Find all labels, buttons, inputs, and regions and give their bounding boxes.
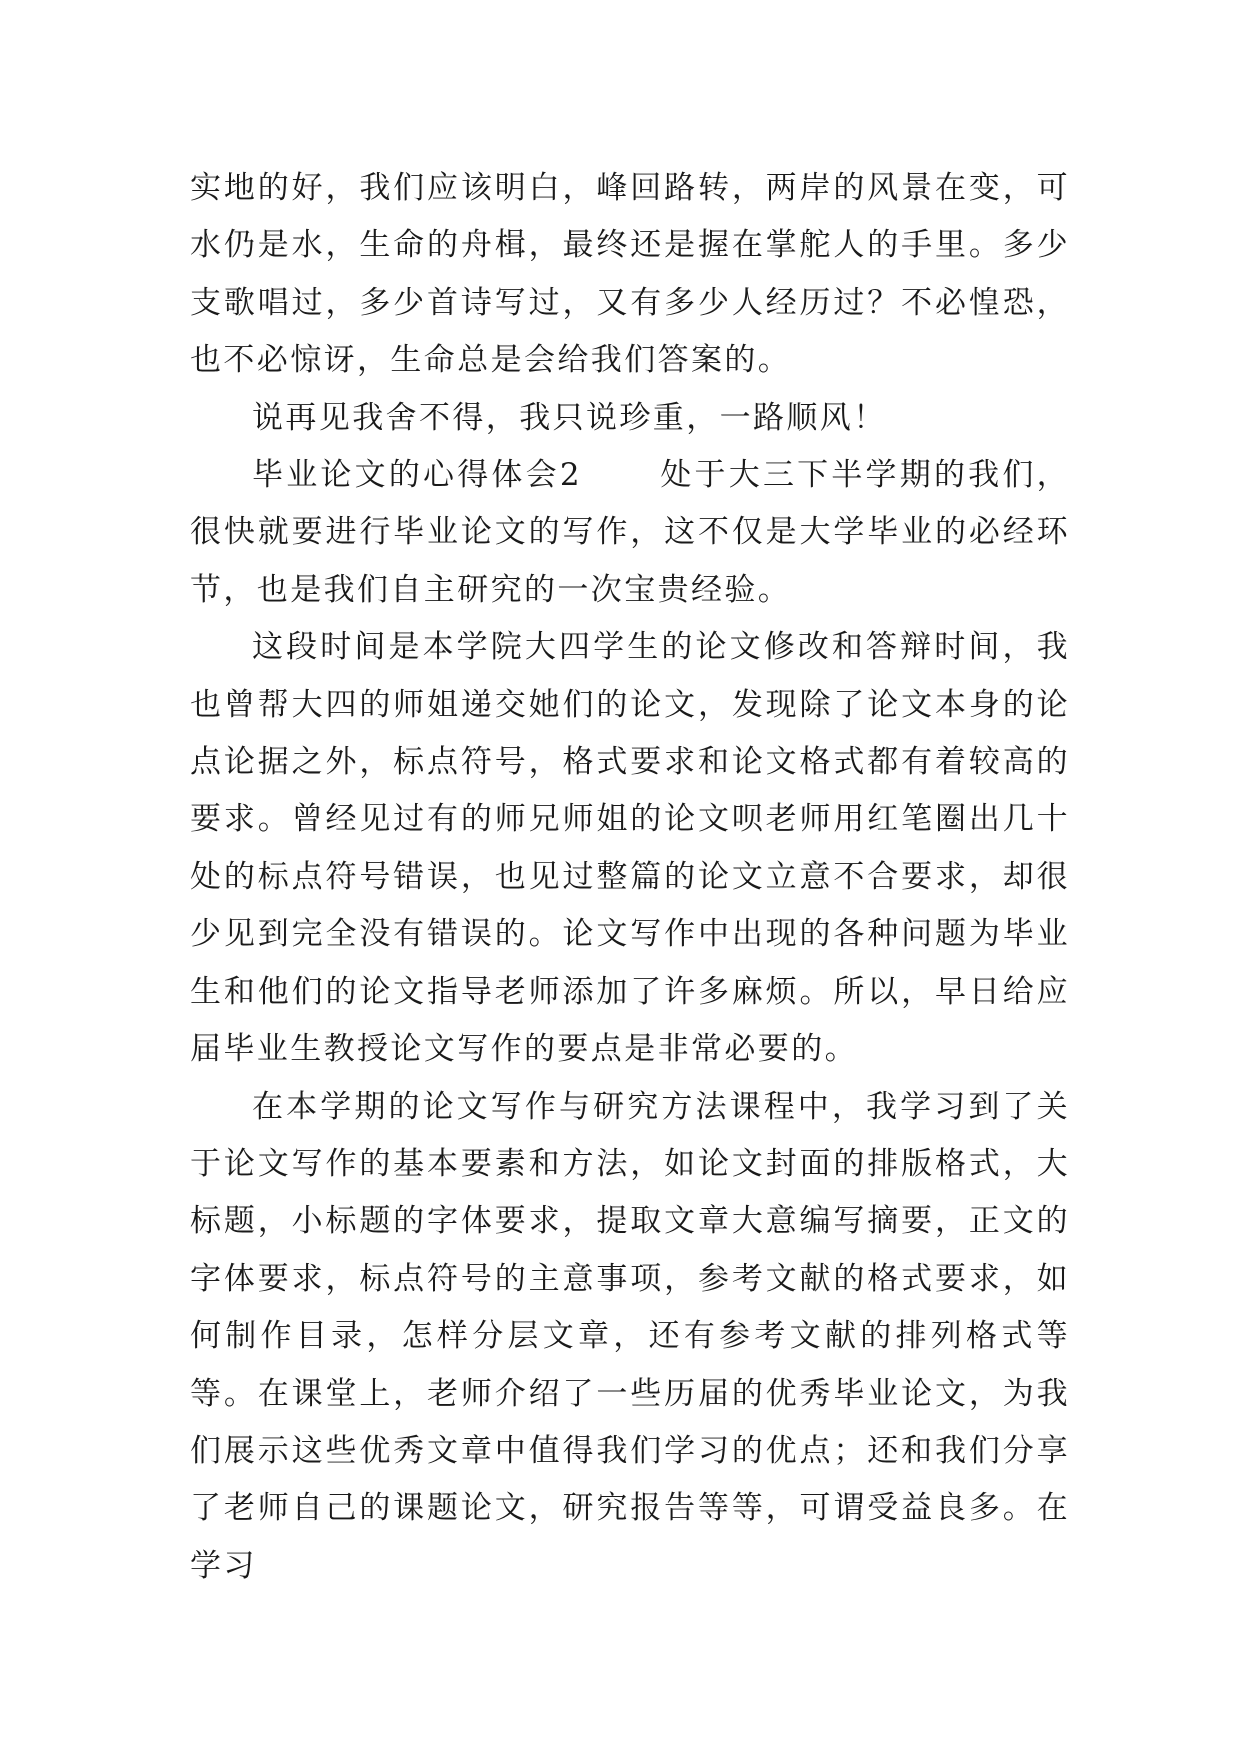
paragraph-5: 在本学期的论文写作与研究方法课程中，我学习到了关于论文写作的基本要素和方法，如论文封面的排版格式，大标题，小标题的字体要求，提取文章大意编写摘要，正文的字体要求，标点符号的主意事项，参考文献的格式要求，如何制作目录，怎样分层文章，还有参考文献的排列格式等等。在课堂上，老师介绍了一些历届的优秀毕业论文，为我们展示这些优秀文章中值得我们学习的优点；还和我们分享了老师自己的课题论文，研究报告等等，可谓受益良多。在学习 [190, 1088, 1070, 1584]
paragraph-3-text: 处于大三下半学期的我们，很快就要进行毕业论文的写作，这不仅是大学毕业的必经环节，也是我们自主研究的一次宝贵经验。 [190, 457, 1070, 608]
document-body [190, 160, 1070, 1595]
paragraph-4: 这段时间是本学院大四学生的论文修改和答辩时间，我也曾帮大四的师姐递交她们的论文，发现除了论文本身的论点论据之外，标点符号，格式要求和论文格式都有着较高的要求。曾经见过有的师兄师姐的论文呗老师用红笔圈出几十处的标点符号错误，也见过整篇的论文立意不合要求，却很少见到完全没有错误的。论文写作中出现的各种问题为毕业生和他们的论文指导老师添加了许多麻烦。所以，早日给应届毕业生教授论文写作的要点是非常必要的。 [190, 629, 1070, 1068]
paragraph-2: 说再见我舍不得，我只说珍重，一路顺风！ [252, 399, 887, 436]
heading-spacer [582, 457, 660, 493]
paragraph-1: 实地的好，我们应该明白，峰回路转，两岸的风景在变，可水仍是水，生命的舟楫，最终还是握在掌舵人的手里。多少支歌唱过，多少首诗写过，又有多少人经历过？不必惶恐，也不必惊讶，生命总是会给我们答案的。 [190, 170, 1070, 379]
paragraph-3 [190, 447, 1070, 619]
section-heading: 毕业论文的心得体会2 [252, 457, 582, 494]
